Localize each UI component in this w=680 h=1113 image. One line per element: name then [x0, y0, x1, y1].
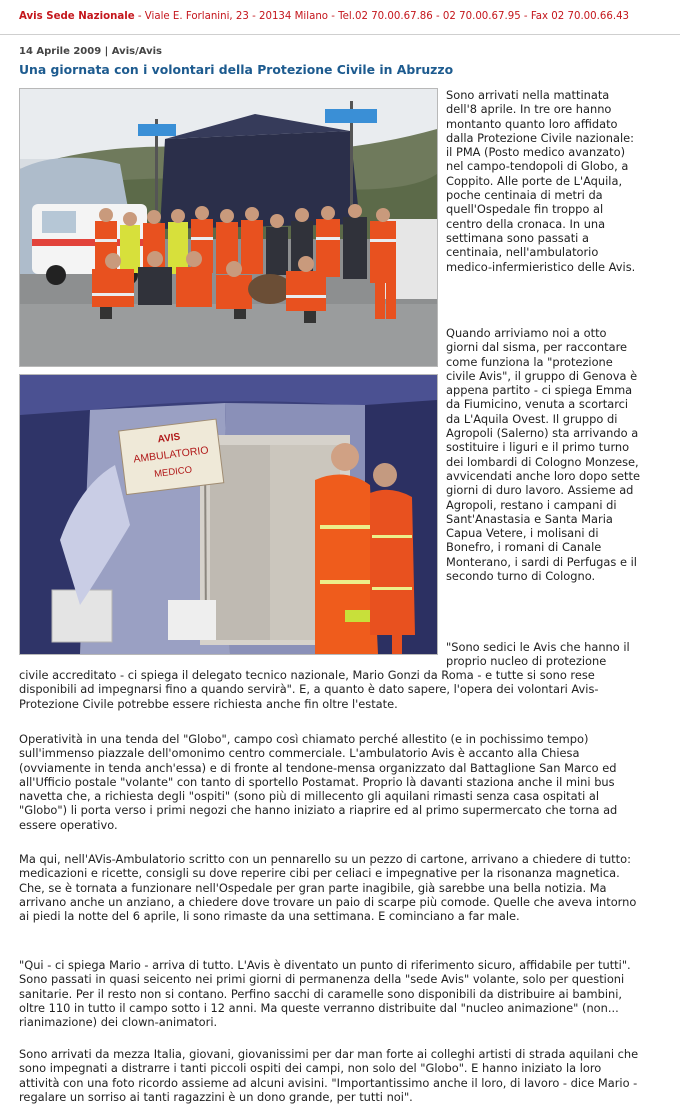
header-line	[19, 11, 629, 22]
article-date-category: 14 Aprile 2009 | Avis/Avis	[19, 46, 163, 57]
site-brand-link[interactable]: Avis Sede Nazionale	[19, 11, 135, 22]
sidebar-paragraph-1: Sono arrivati nella mattinata dell'8 aprile. In tre ore hanno montanto quanto loro affidato dalla Protezione Civile nazionale: il PMA (Posto medico avanzato) nel campo-tendopoli di Globo, a Coppito. Alle porte de L'Aquila, poche centinaia di metri da quell'Ospedale fin troppo al centro della cronaca. In una settimana sono passati a centinaia, nell'ambulatorio medico-infermieristico delle Avis.	[446, 88, 636, 274]
article-title: Una giornata con i volontari della Protezione Civile in Abruzzo	[19, 62, 454, 77]
article-paragraph-3: "Qui - ci spiega Mario - arriva di tutto. L'Avis è diventato un punto di riferimento sicuro, affidabile per tutti". Sono passati in quasi seicento nei primi giorni di permanenza della "sede Avis" volante, solo per questioni sanitarie. Per il resto non si contano. Perfino sacchi di caramelle sono disponibili da distribuire ai bambini, oltre 110 in tutto il campo sotto i 12 anni. Ma queste verranno distribuite dal "nucleo animazione" (non... rianimazione) dei clown-animatori.	[19, 958, 631, 1030]
article-paragraph-4: Sono arrivati da mezza Italia, giovani, giovanissimi per dar man forte ai colleghi artisti di strada aquilani che sono impegnati a distrarre i tanti piccoli ospiti dei campi, non solo del "Globo". E hanno iniziato la loro attività con una foto ricordo assieme ad alcuni avisini. "Importantissimo anche il loro, di lavoro - dice Mario - regalare un sorriso ai tanti ragazzini è un dono grande, per tutti noi".	[19, 1047, 639, 1104]
article-paragraph-2: Ma qui, nell'AVis-Ambulatorio scritto con un pennarello su un pezzo di cartone, arrivano a chiedere di tutto: medicazioni e ricette, consigli su dove reperire cibi per celiaci e impegnative per la risonanza magnetica. Che, se è tornata a funzionare nell'Ospedale per gran parte inagibile, già sarebbe una bella notizia. Ma arrivano anche un anziano, a chiedere dove trovare un paio di scarpe più comode. Quelle che aveva intorno ai piedi la notte del 6 aprile, li sono rimaste da una settimana. E cominciano a far male.	[19, 852, 637, 924]
sign-avis: AVIS	[157, 431, 181, 446]
contact-address: - Viale E. Forlanini, 23 - 20134 Milano - Tel.02 70.00.67.86 - 02 70.00.67.95 - Fax 02 70.00.66.43	[134, 11, 630, 22]
ambulatorio-tent-photo	[19, 374, 438, 655]
continuation-paragraph: civile accreditato - ci spiega il delegato tecnico nazionale, Mario Gonzi da Roma - e tutte si sono rese disponibili ad impegnarsi fino a quando servirà". E, a quanto è dato sapere, l'opera dei volontari Avis-Protezione Civile potrebbe essere richiesta anche fin oltre l'estate.	[19, 668, 599, 711]
sidebar-paragraph-3: "Sono sedici le Avis che hanno il proprio nucleo di protezione	[446, 640, 630, 669]
sign-medico: MEDICO	[153, 464, 193, 481]
article-paragraph-1: Operatività in una tenda del "Globo", campo così chiamato perché allestito (e in pochissimo tempo) sull'immenso piazzale dell'omonimo centro commerciale. L'ambulatorio Avis è accanto alla Chiesa (ovviamente in tenda anch'essa) e di fronte al tendone-mensa organizzato dal Battaglione San Marco ed all'Ufficio postale "volante" con tanto di sportello Postamat. Proprio là davanti staziona anche il mini bus navetta che, a richiesta degli "ospiti" (sono più di millecento gli aquilani rimasti senza casa ospitati al "Globo") li porta verso i primi negozi che hanno iniziato a riaprire ed al primo supermercato che torna ad essere operativo.	[19, 732, 618, 832]
volunteers-group-photo	[19, 88, 438, 367]
sidebar-paragraph-2: Quando arriviamo noi a otto giorni dal sisma, per raccontare come funziona la "protezione civile Avis", il gruppo di Genova è appena partito - ci spiega Emma da Fiumicino, venuta a scortarci da L'Aquila Ovest. Il gruppo di Agropoli (Salerno) sta arrivando a sostituire i liguri e il primo turno dei lombardi di Cologno Monzese, avvicendati anche loro dopo sette giorni di duro lavoro. Assieme ad Agropoli, restano i campani di Sant'Anastasia e Santa Maria Capua Vetere, i molisani di Bonefro, i romani di Canale Monterano, i sardi di Perfugas e il secondo turno di Cologno.	[446, 326, 640, 584]
site-header	[0, 0, 680, 35]
tent-photo-illustration	[20, 375, 437, 654]
sign-ambulatorio: AMBULATORIO	[132, 444, 210, 466]
group-photo-illustration	[20, 89, 437, 366]
